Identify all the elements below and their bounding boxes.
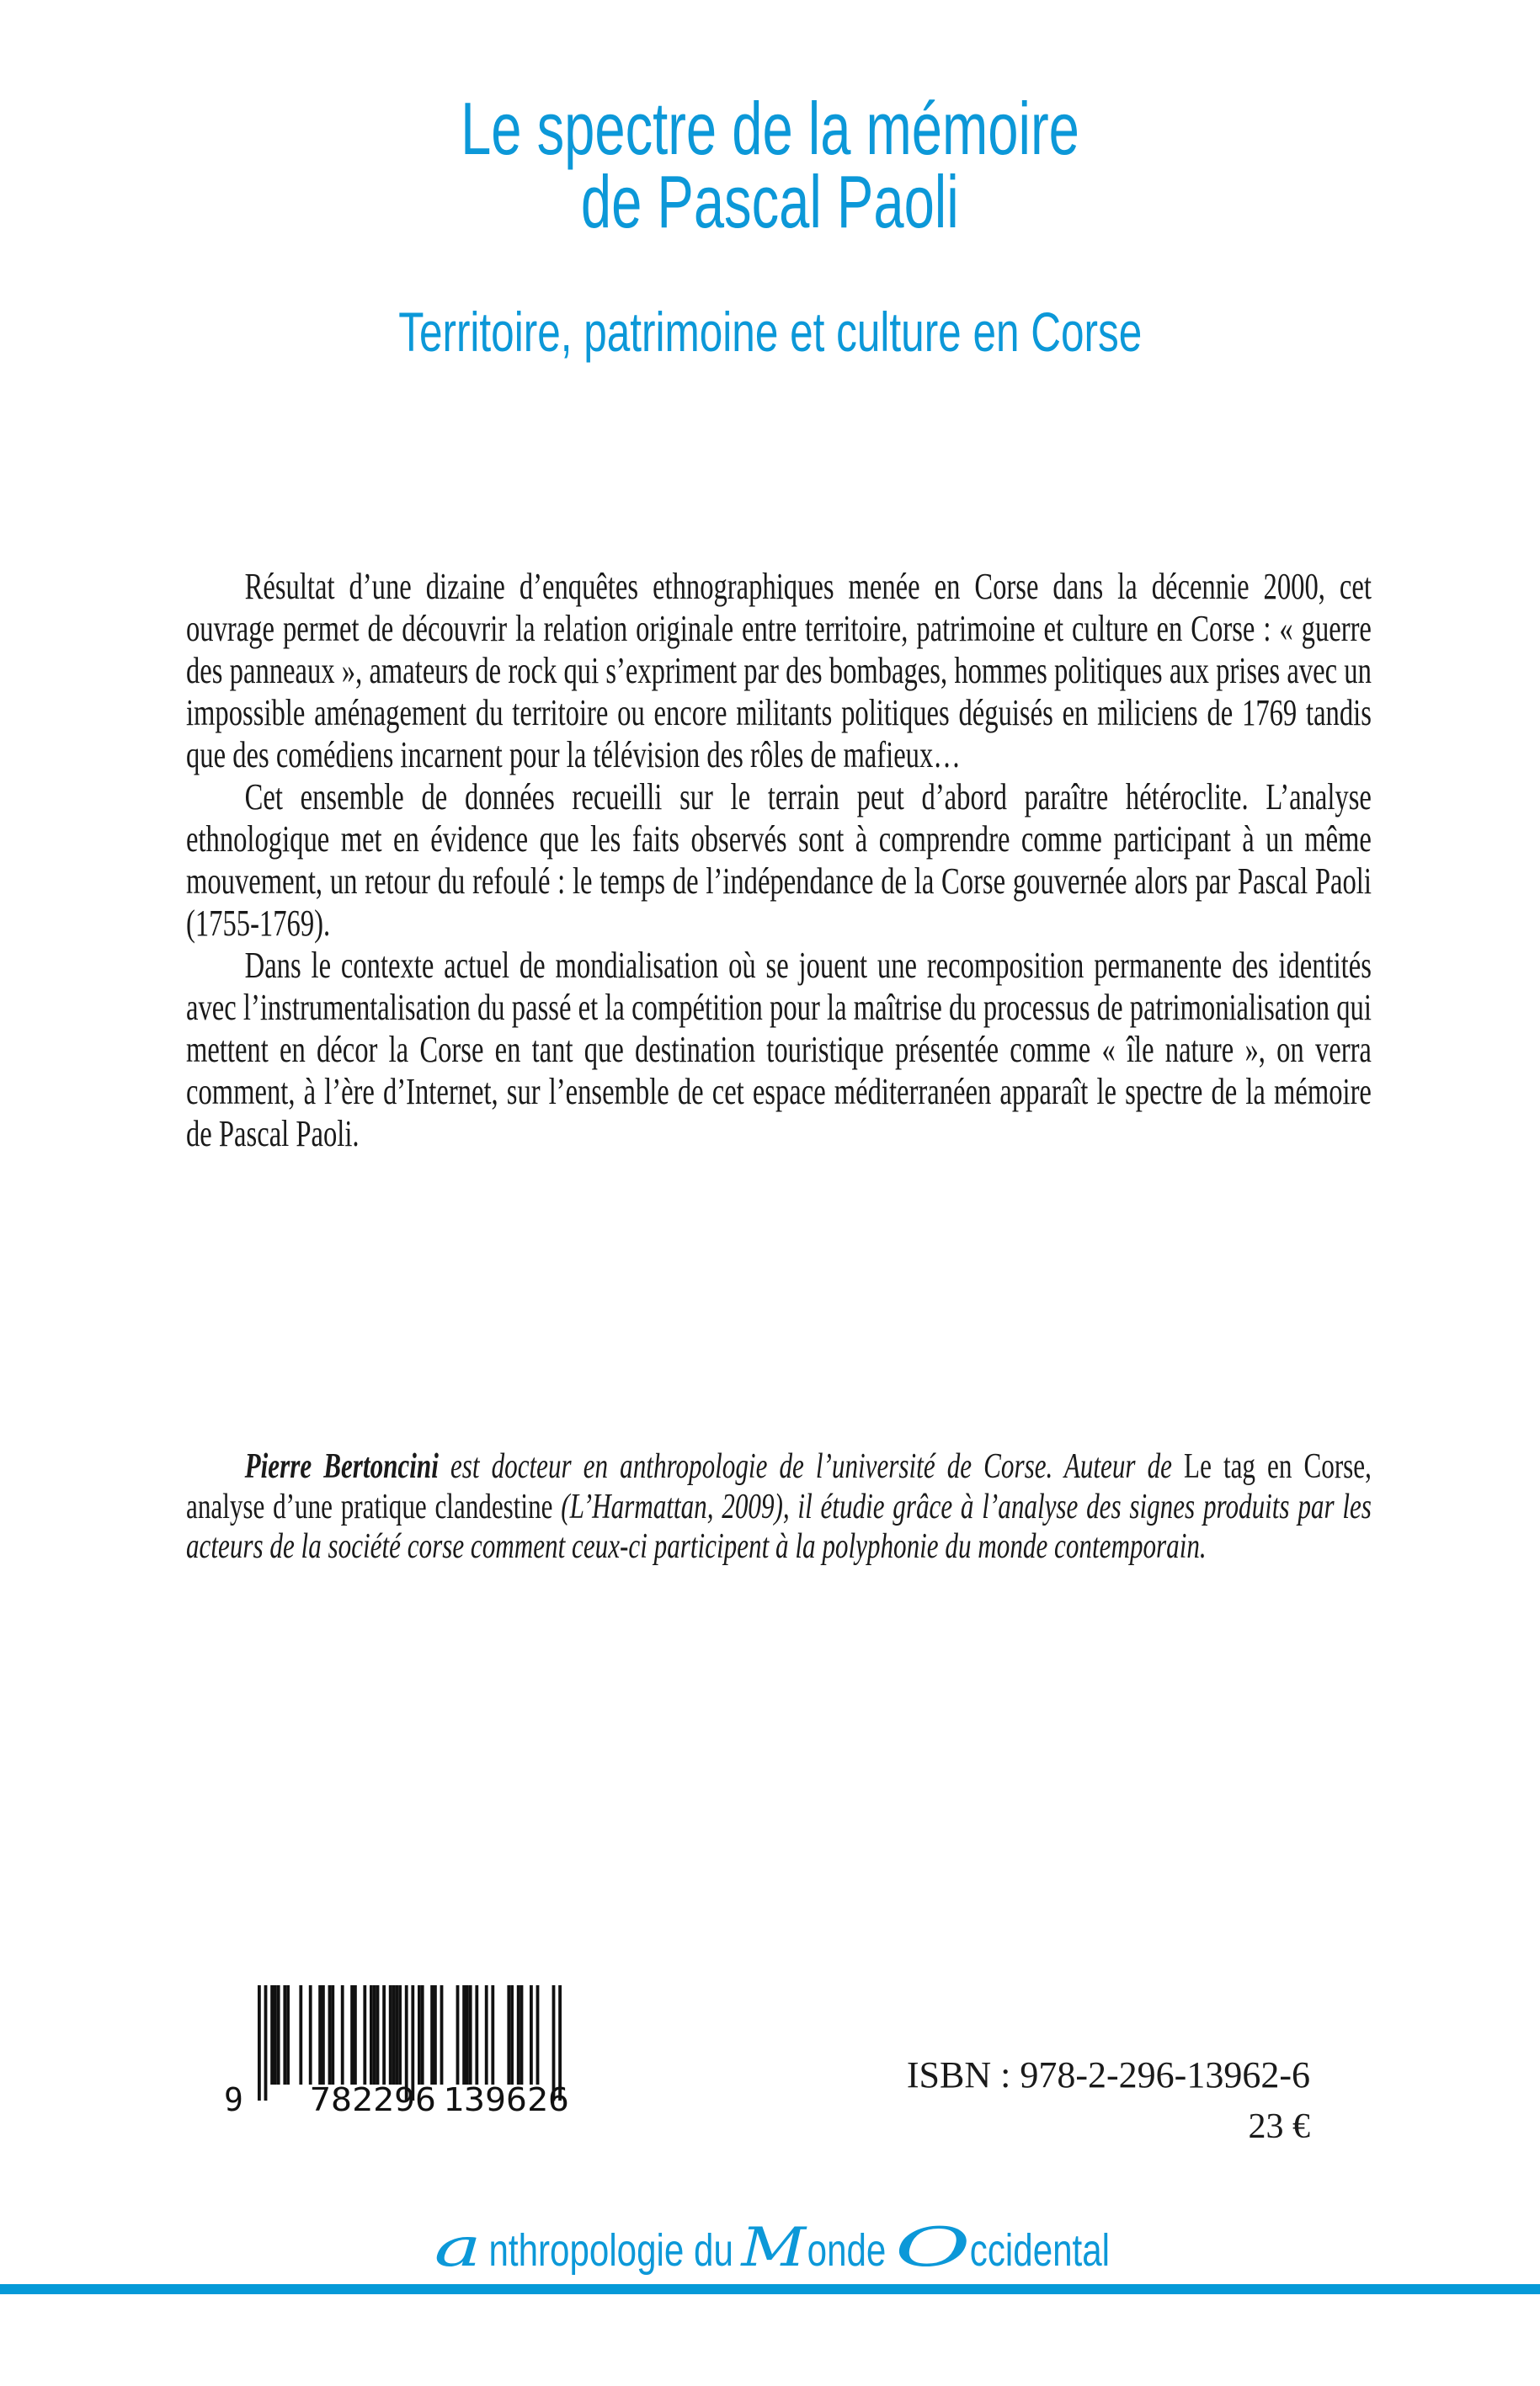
book-subtitle-text: Territoire, patrimoine et culture en Corse — [397, 301, 1143, 363]
barcode-digits-left: 782296 — [310, 2081, 436, 2117]
barcode-digits-right: 139626 — [443, 2081, 569, 2117]
author-bio-paragraph — [186, 1447, 1372, 1568]
author-name: Pierre Bertoncini — [244, 1447, 439, 1486]
summary-text — [186, 566, 1372, 1332]
series-initial-o: O — [894, 2217, 971, 2279]
author-bio-wrap — [186, 1447, 1372, 1568]
barcode-digit-first: 9 — [224, 2081, 243, 2117]
isbn-barcode — [217, 1983, 571, 2117]
book-title-line-1 — [0, 87, 1540, 171]
book-title-line-2 — [0, 160, 1540, 244]
summary-paragraphs — [186, 566, 1372, 1155]
isbn-label: ISBN : 978-2-296-13962-6 — [906, 2054, 1310, 2096]
series-word-1: nthropologie du — [488, 2225, 743, 2276]
summary-paragraph-1: Résultat d’une dizaine d’enquêtes ethnographiques menée en Corse dans la décennie 2000, cet ouvrage permet de découvrir la relation originale entre territoire, patrimoine et culture en Corse : « guerre des panneaux », amateurs de rock qui s’expriment par des bombages, hommes politiques aux prises avec un impossible aménagement du territoire ou encore militants politiques déguisés en miliciens de 1769 tandis que des comédiens incarnent pour la télévision des rôles de mafieux… — [186, 566, 1372, 775]
author-bio-text-2: (L’Harmattan, 2009), il étudie grâce à l’analyse des signes produits par les acteurs de la société corse comment ceux-ci participent à la polyphonie du monde contemporain. — [186, 1487, 1372, 1567]
book-title-line-1-text: Le spectre de la mémoire — [461, 87, 1079, 170]
series-initial-a: a — [434, 2217, 482, 2279]
author-bio-text-1: est docteur en anthropologie de l’université de Corse. Auteur de — [438, 1447, 1185, 1486]
book-title-line-2-text: de Pascal Paoli — [581, 160, 959, 243]
series-word-2: onde — [807, 2225, 896, 2276]
series-word-3: ccidental — [969, 2225, 1110, 2276]
book-subtitle — [0, 300, 1540, 364]
bottom-rule — [0, 2284, 1540, 2294]
summary-paragraph-3: Dans le contexte actuel de mondialisation où se jouent une recomposition permanente des identités avec l’instrumentalisation du passé et la compétition pour la maîtrise du processus de patrimonialisation qui mettent en décor la Corse en tant que destination touristique présentée comme « île nature », on verra comment, à l’ère d’Internet, sur l’ensemble de cet espace méditerranéen apparaît le spectre de la mémoire de Pascal Paoli. — [186, 945, 1372, 1154]
previous-book-title: Le tag en Corse, analyse d’une pratique clandestine — [186, 1447, 1372, 1526]
series-name — [0, 2216, 1540, 2280]
series-initial-m: M — [741, 2217, 807, 2279]
summary-paragraph-2: Cet ensemble de données recueilli sur le terrain peut d’abord paraître hétéroclite. L’analyse ethnologique met en évidence que les faits observés sont à comprendre comme participant à un même mouvement, un retour du refoulé : le temps de l’indépendance de la Corse gouvernée alors par Pascal Paoli (1755-1769). — [186, 776, 1372, 944]
series-name-text — [430, 2216, 1109, 2282]
price-label: 23 € — [1248, 2107, 1310, 2146]
